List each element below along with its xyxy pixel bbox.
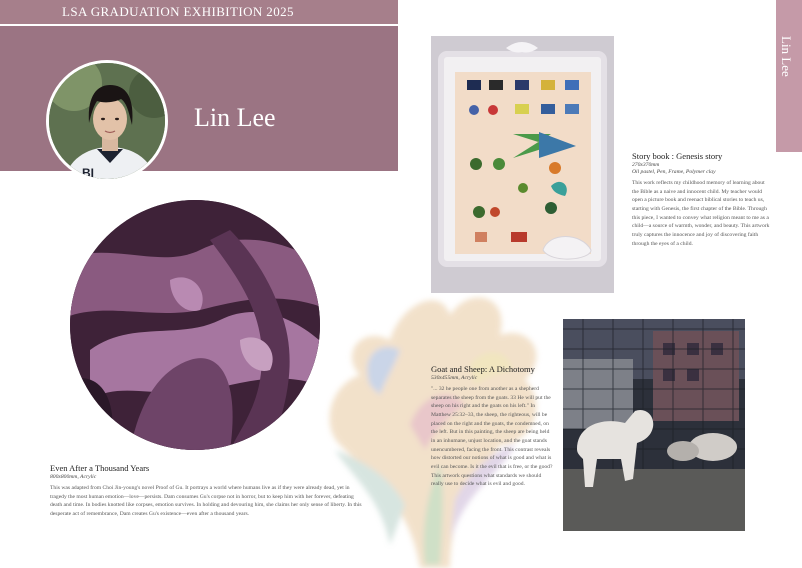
storybook-title: Story book : Genesis story xyxy=(632,151,723,161)
thousand-years-title: Even After a Thousand Years xyxy=(50,463,150,473)
thousand-years-caption xyxy=(50,463,365,519)
exhibition-header-bar xyxy=(0,0,398,24)
goat-title: Goat and Sheep: A Dichotomy xyxy=(431,364,535,374)
thousand-years-illustration xyxy=(70,200,320,450)
artist-name-band xyxy=(0,26,398,180)
storybook-artwork-image xyxy=(431,36,614,293)
goat-and-sheep-artwork-image xyxy=(563,319,745,531)
storybook-caption xyxy=(632,151,772,248)
side-name-tab xyxy=(776,0,802,152)
goat-caption xyxy=(431,364,553,489)
thousand-years-description: This was adapted from Choi Jin-young's novel Proof of Gu. It portrays a world where humans live as if they were already dead, yet in tragedy the most human emotion—love—persists. Dam consumes Gu's corpse not in horror, but to keep him with her forever, defeating death and time. In bodies knotted like corpses, emotion survives. In holding and devouring him, she claims her only sense of liberty. In this desperate act of remembrance, Dam creates Gu's existence—even after a thousand years. xyxy=(50,485,362,517)
storybook-description: This work reflects my childhood memory of learning about the Bible as a naive and innocent child. My teacher would open a picture book and reenact biblical stories to teach us, starting with Genesis, the first chapter of the Bible. Through this piece, I wanted to convey what religion meant to me as a child—a source of warmth, wonder, and beauty. This artwork truly captures the innocence and joy of discovering faith through the eyes of a child. xyxy=(632,180,770,247)
goat-description: "... 32 he people one from another as a shepherd separates the sheep from the goats. 33 He will put the sheep on his right and the goats on his left." In Matthew 25:32–33, the sheep, the righteous, will be placed on the right and the goats, the condemned, on the left. But in this painting, the sheep are being held in an inhumane, unjust location, and the goat stands unencumbered, facing the front. This contrast reveals how distorted our notions of what is good and what is evil can become. Is it the evil that is free, or the good? This artwork questions what standards we should really use to decide what is evil and good. xyxy=(431,386,553,488)
goat-size-medium: 530x455mm, Acrylic xyxy=(431,375,478,381)
artist-name: Lin Lee xyxy=(194,103,276,132)
storybook-medium: Oil pastel, Pen, Frame, Polymer clay xyxy=(632,169,716,175)
storybook-size: 270x370mm xyxy=(632,162,660,168)
artist-portrait xyxy=(46,60,168,182)
exhibition-title: LSA GRADUATION EXHIBITION 2025 xyxy=(62,4,294,19)
svg-text:BI: BI xyxy=(82,166,94,180)
thousand-years-artwork-image xyxy=(70,200,320,450)
portrait-illustration xyxy=(49,63,168,182)
storybook-illustration xyxy=(431,36,614,293)
thousand-years-size-medium: 800x800mm, Acrylic xyxy=(50,474,97,480)
side-tab-label: Lin Lee xyxy=(779,36,794,77)
goat-and-sheep-illustration xyxy=(563,319,745,531)
